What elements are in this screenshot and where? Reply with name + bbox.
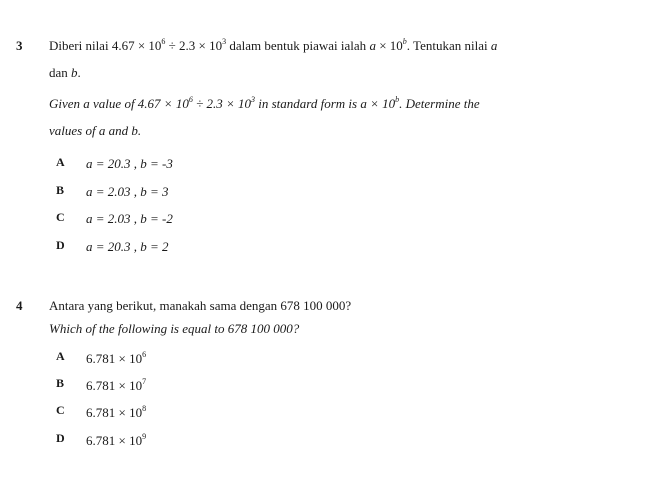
q4-option-b-letter: B — [56, 376, 65, 390]
q4-option-c-text[interactable] — [86, 405, 146, 421]
q4-option-c-letter: C — [56, 403, 65, 417]
q4-option-d-letter: D — [56, 431, 65, 445]
q4-option-d-mantissa: 6.781 × 10 — [86, 433, 143, 448]
q3-malay-text: Diberi nilai 4.67 × 10 — [49, 38, 162, 53]
q3-english-text: in standard form is a × 10 — [255, 96, 396, 111]
q3-malay-text: . — [77, 65, 81, 80]
q3-malay-exp-b: b — [402, 37, 407, 46]
q3-option-b-letter: B — [56, 183, 65, 197]
q4-option-a-text[interactable] — [86, 351, 146, 367]
q3-option-a-text[interactable]: a = 20.3 , b = -3 — [86, 156, 173, 171]
q3-malay-text: dalam bentuk piawai ialah — [226, 38, 370, 53]
q3-malay-var-a: a — [369, 38, 376, 53]
q3-malay-text: . Tentukan nilai — [406, 38, 491, 53]
question-3-english-line1 — [49, 96, 480, 112]
q3-option-d-text[interactable]: a = 20.3 , b = 2 — [86, 239, 169, 254]
question-3-number: 3 — [16, 38, 23, 53]
question-3-malay-line2 — [49, 65, 81, 81]
q3-malay-exp1: 6 — [161, 37, 166, 46]
q3-english-text: . Determine the — [399, 96, 480, 111]
q3-malay-text: × 10 — [375, 38, 403, 53]
q3-malay-text: ÷ 2.3 × 10 — [165, 38, 223, 53]
q3-malay-var-b: b — [71, 65, 78, 80]
q4-option-d-text[interactable] — [86, 433, 146, 449]
q4-option-b-mantissa: 6.781 × 10 — [86, 378, 143, 393]
q3-option-b-text[interactable]: a = 2.03 , b = 3 — [86, 184, 169, 199]
q3-english-exp2: 3 — [251, 95, 255, 104]
q4-option-b-text[interactable] — [86, 378, 146, 394]
q4-option-a-exp: 6 — [142, 350, 147, 359]
q3-english-exp1: 6 — [188, 95, 193, 104]
q3-english-exp-b: b — [395, 95, 400, 104]
q4-option-a-letter: A — [56, 349, 65, 363]
q3-option-c-text[interactable]: a = 2.03 , b = -2 — [86, 211, 173, 226]
question-4-malay: Antara yang berikut, manakah sama dengan 678 100 000? — [49, 298, 352, 313]
q3-option-c-letter: C — [56, 210, 65, 224]
question-4-english: Which of the following is equal to 678 100 000? — [49, 321, 300, 336]
q4-option-a-mantissa: 6.781 × 10 — [86, 351, 143, 366]
question-3-malay-line1 — [49, 38, 497, 54]
question-3-english-line2: values of a and b. — [49, 123, 142, 138]
q3-malay-exp2: 3 — [222, 37, 227, 46]
q4-option-c-mantissa: 6.781 × 10 — [86, 405, 143, 420]
q3-malay-text: dan — [49, 65, 72, 80]
q3-english-text: ÷ 2.3 × 10 — [192, 96, 251, 111]
q4-option-b-exp: 7 — [142, 377, 147, 386]
q3-option-d-letter: D — [56, 238, 65, 252]
q3-english-text: Given a value of 4.67 × 10 — [49, 96, 189, 111]
q3-option-a-letter: A — [56, 155, 65, 169]
q4-option-d-exp: 9 — [142, 432, 147, 441]
question-4-number: 4 — [16, 298, 23, 313]
q4-option-c-exp: 8 — [142, 404, 147, 413]
q3-malay-var-a2: a — [490, 38, 498, 53]
